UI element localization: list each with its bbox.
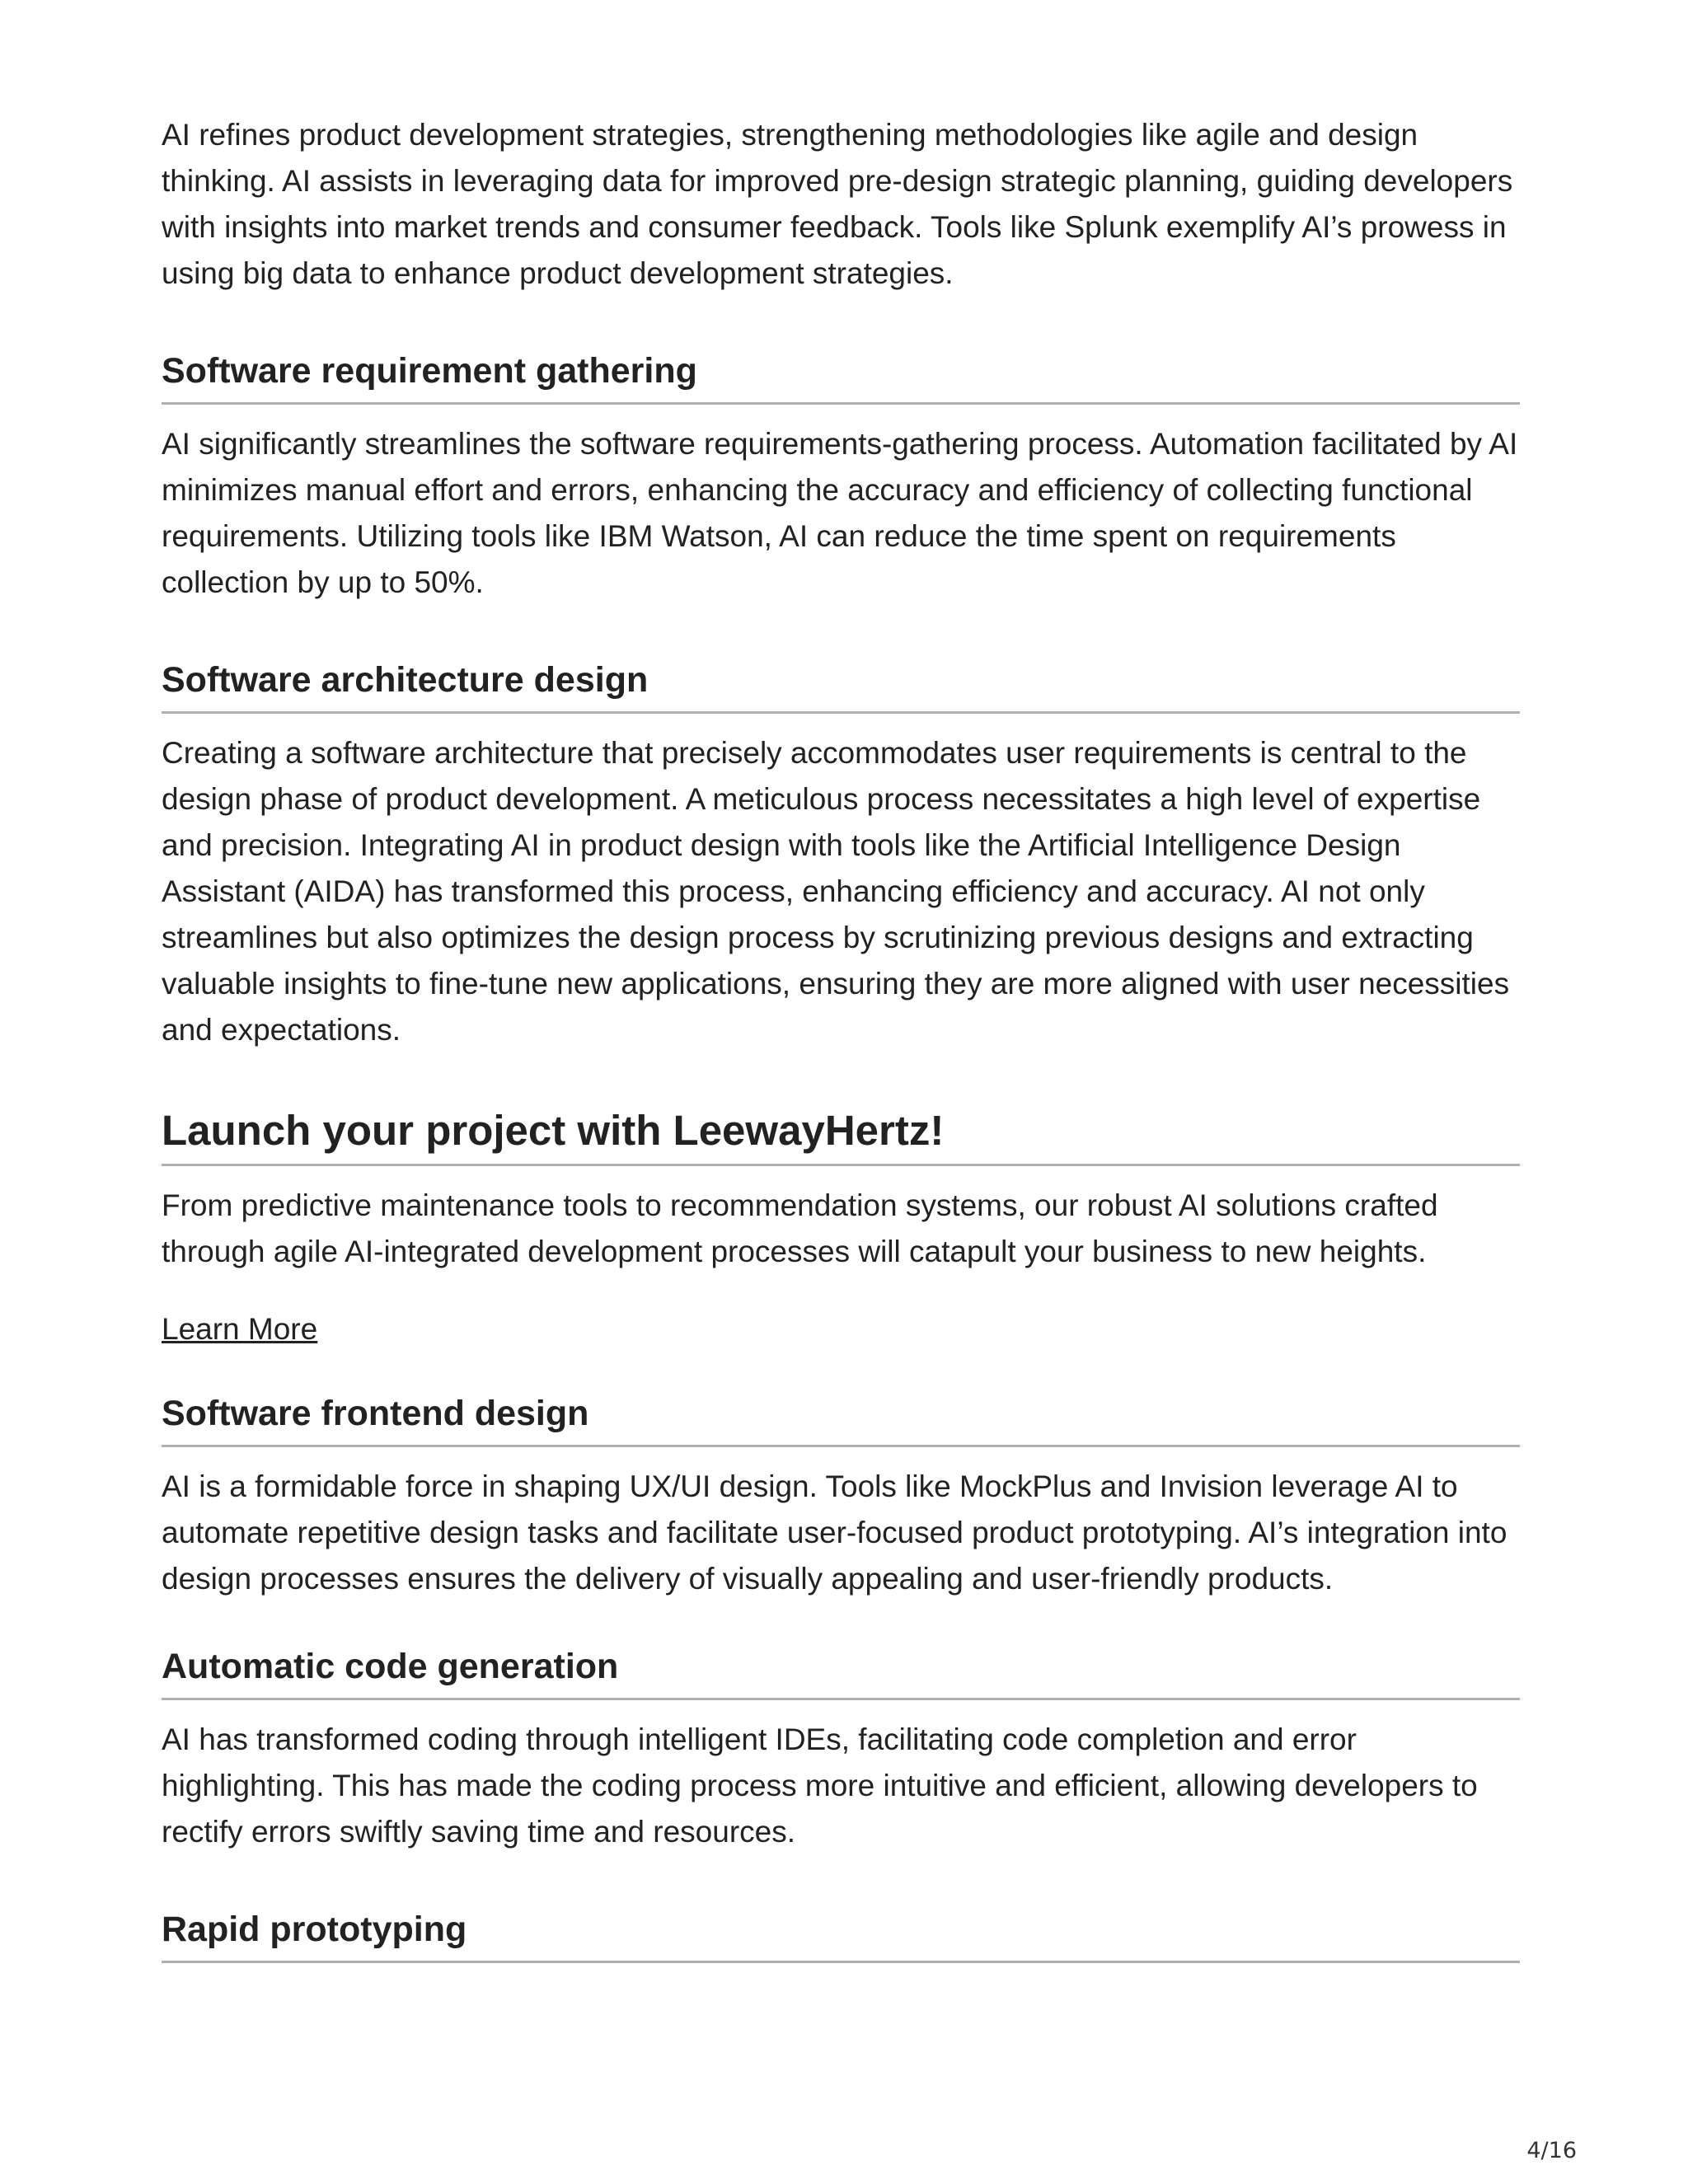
launch-heading: Launch your project with LeewayHertz! [162,1104,1520,1166]
prototyping-heading: Rapid prototyping [162,1906,1520,1963]
requirement-heading: Software requirement gathering [162,348,1520,405]
architecture-heading: Software architecture design [162,657,1520,714]
frontend-heading: Software frontend design [162,1390,1520,1447]
frontend-paragraph: AI is a formidable force in shaping UX/UI design. Tools like MockPlus and Invision leverage AI to automate repetitive design tasks and facilitate user-focused product prototyping. AI’s integration into design processes ensures the delivery of visually appealing and user-friendly products. [162,1469,1507,1596]
architecture-paragraph: Creating a software architecture that precisely accommodates user requirements is central to the design phase of product development. A meticulous process necessitates a high level of expertise and precision. Integrating AI in product design with tools like the Artificial Intelligence Design Assistant (AIDA) has transformed this process, enhancing efficiency and accuracy. AI not only streamlines but also optimizes the design process by scrutinizing previous designs and extracting valuable insights to fine-tune new applications, ensuring they are more aligned with user necessities and expectations. [162,736,1510,1047]
requirement-paragraph: AI significantly streamlines the software requirements-gathering process. Automation facilitated by AI minimizes manual effort and errors, enhancing the accuracy and efficiency of collecting functional requirements. Utilizing tools like IBM Watson, AI can reduce the time spent on requirements collection by up to 50%. [162,427,1518,599]
launch-paragraph: From predictive maintenance tools to recommendation systems, our robust AI solutions crafted through agile AI-integrated development processes will catapult your business to new heights. [162,1188,1438,1268]
codegen-paragraph: AI has transformed coding through intelligent IDEs, facilitating code completion and error highlighting. This has made the coding process more intuitive and efficient, allowing developers to rectify errors swiftly saving time and resources. [162,1722,1478,1849]
page-number: 4/16 [1526,2138,1577,2163]
intro-paragraph: AI refines product development strategies, strengthening methodologies like agile and design thinking. AI assists in leveraging data for improved pre-design strategic planning, guiding developers with insights into market trends and consumer feedback. Tools like Splunk exemplify AI’s prowess in using big data to enhance product development strategies. [162,118,1513,290]
learn-more-link[interactable]: Learn More [162,1312,318,1346]
codegen-heading: Automatic code generation [162,1643,1520,1700]
article-content [162,112,1520,1963]
